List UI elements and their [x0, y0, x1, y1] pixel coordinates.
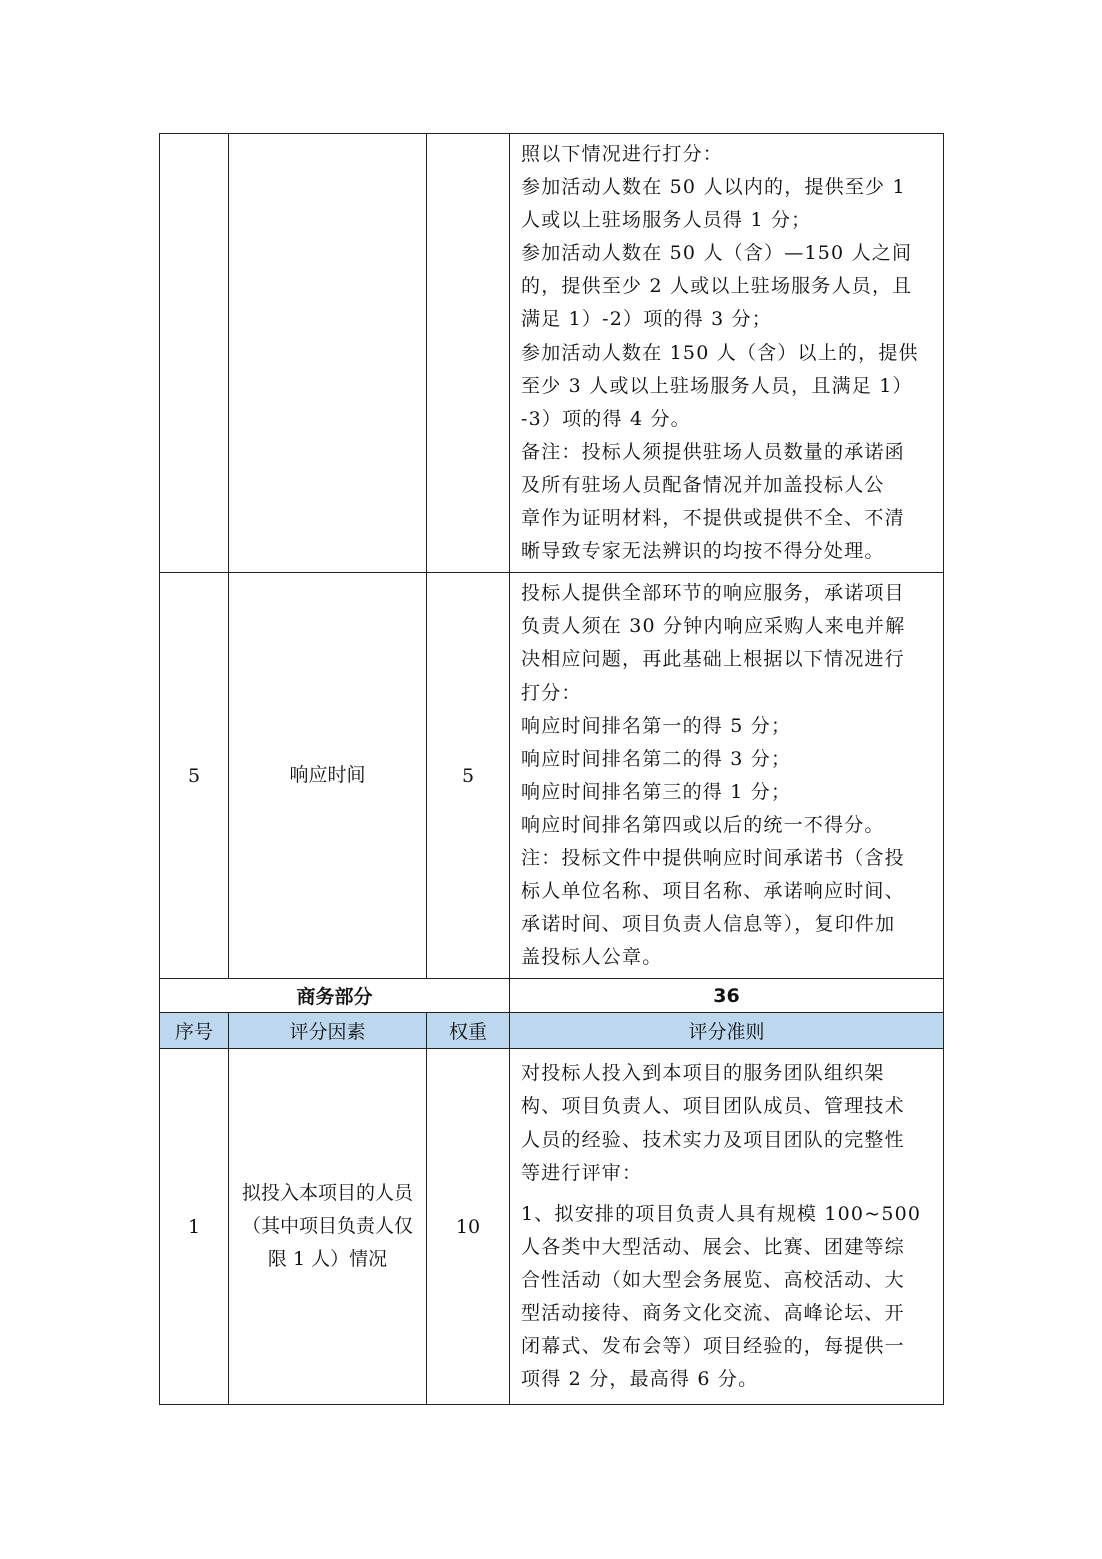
criteria-line: 注：投标文件中提供响应时间承诺书（含投	[521, 846, 905, 869]
criteria-line: 1、拟安排的项目负责人具有规模 100~500	[521, 1202, 922, 1225]
criteria-line: 投标人提供全部环节的响应服务，承诺项目	[521, 582, 905, 605]
criteria-line: 参加活动人数在 50 人以内的，提供至少 1	[521, 176, 906, 199]
criteria-line: -3）项的得 4 分。	[521, 407, 691, 430]
criteria-line: 照以下情况进行打分：	[521, 143, 724, 165]
table-header-row	[160, 1013, 944, 1049]
criteria-line: 参加活动人数在 50 人（含）—150 人之间	[521, 242, 913, 265]
criteria-line: 项得 2 分，最高得 6 分。	[521, 1368, 759, 1391]
weight-value	[427, 134, 510, 573]
criteria-line: 备注：投标人须提供驻场人员数量的承诺函	[521, 440, 905, 463]
criteria-line: 响应时间排名第四或以后的统一不得分。	[521, 813, 885, 836]
criteria-line: 的，提供至少 2 人或以上驻场服务人员，且	[521, 275, 913, 298]
criteria-line: 人各类中大型活动、展会、比赛、团建等综	[521, 1235, 905, 1258]
criteria-line: 决相应问题，再此基础上根据以下情况进行	[521, 648, 905, 671]
criteria-line: 承诺时间、项目负责人信息等），复印件加	[521, 913, 896, 936]
criteria-line: 响应时间排名第二的得 3 分；	[521, 747, 792, 770]
header-weight: 权重	[427, 1013, 510, 1049]
row-number	[160, 134, 229, 573]
criteria-line: 闭幕式、发布会等）项目经验的，每提供一	[521, 1335, 905, 1358]
section-summary-row	[160, 979, 944, 1013]
criteria-line: 章作为证明材料，不提供或提供不全、不清	[521, 507, 905, 530]
criteria-line: 构、项目负责人、项目团队成员、管理技术	[521, 1095, 905, 1118]
row-number: 1	[160, 1049, 229, 1405]
scoring-criteria	[510, 573, 944, 979]
criteria-line: 及所有驻场人员配备情况并加盖投标人公	[521, 473, 885, 496]
criteria-line: 人员的经验、技术实力及项目团队的完整性	[521, 1128, 905, 1151]
table-row	[160, 134, 944, 573]
scoring-criteria	[510, 1049, 944, 1405]
criteria-line: 晰导致专家无法辨识的均按不得分处理。	[521, 540, 885, 563]
scoring-factor: 拟投入本项目的人员（其中项目负责人仅限 1 人）情况	[229, 1049, 427, 1405]
row-number: 5	[160, 573, 229, 979]
header-num: 序号	[160, 1013, 229, 1049]
criteria-line: 参加活动人数在 150 人（含）以上的，提供	[521, 341, 919, 364]
weight-value: 5	[427, 573, 510, 979]
criteria-line: 对投标人投入到本项目的服务团队组织架	[521, 1062, 885, 1085]
criteria-line: 响应时间排名第三的得 1 分；	[521, 780, 792, 803]
criteria-line: 型活动接待、商务文化交流、高峰论坛、开	[521, 1302, 905, 1325]
criteria-line: 打分：	[521, 681, 582, 704]
table-row	[160, 573, 944, 979]
scoring-criteria	[510, 134, 944, 573]
scoring-factor: 响应时间	[229, 573, 427, 979]
header-factor: 评分因素	[229, 1013, 427, 1049]
criteria-line: 负责人须在 30 分钟内响应采购人来电并解	[521, 615, 906, 638]
section-total: 36	[510, 979, 944, 1013]
header-criteria: 评分准则	[510, 1013, 944, 1049]
criteria-line: 满足 1）-2）项的得 3 分；	[521, 308, 773, 331]
criteria-line: 合性活动（如大型会务展览、高校活动、大	[521, 1268, 905, 1291]
criteria-line: 人或以上驻场服务人员得 1 分；	[521, 209, 812, 232]
section-label: 商务部分	[160, 979, 510, 1013]
criteria-line: 响应时间排名第一的得 5 分；	[521, 714, 792, 737]
scoring-table	[159, 133, 944, 1405]
scoring-factor	[229, 134, 427, 573]
criteria-line: 至少 3 人或以上驻场服务人员，且满足 1）	[521, 374, 913, 397]
criteria-line: 标人单位名称、项目名称、承诺响应时间、	[521, 880, 905, 903]
weight-value: 10	[427, 1049, 510, 1405]
criteria-line: 盖投标人公章。	[521, 946, 663, 969]
table-row	[160, 1049, 944, 1405]
criteria-line: 等进行评审：	[521, 1161, 643, 1184]
